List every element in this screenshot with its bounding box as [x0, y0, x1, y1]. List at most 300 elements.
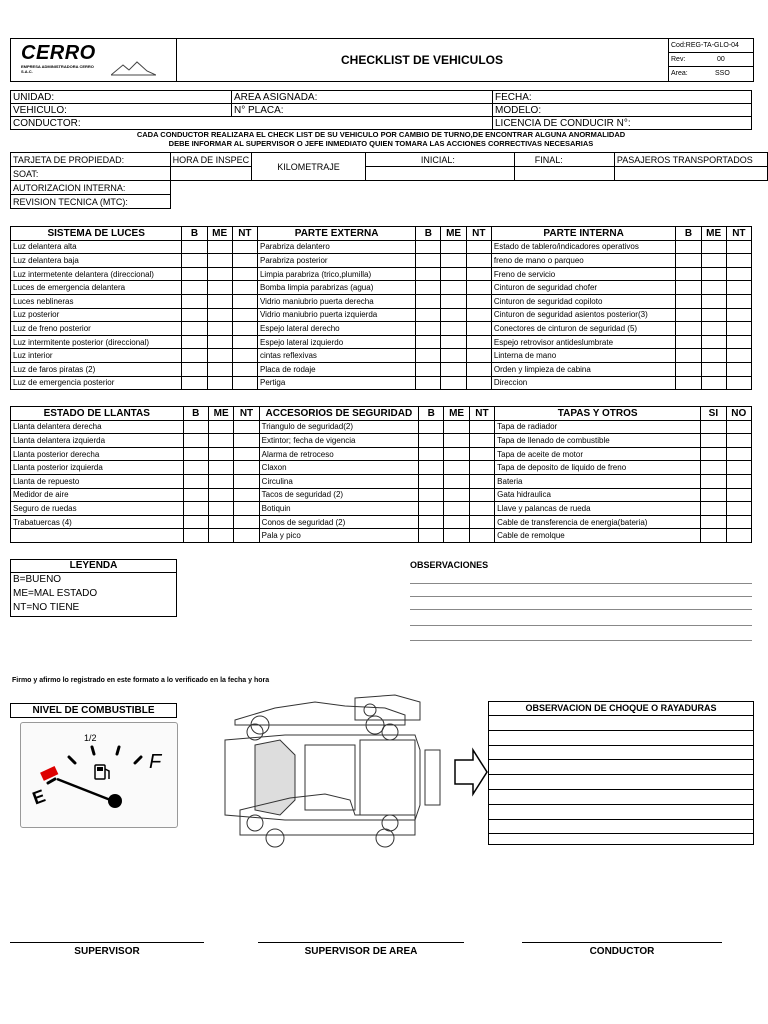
table-row — [11, 267, 752, 281]
doc-meta — [668, 39, 754, 81]
check-cell-si[interactable] — [701, 461, 726, 475]
check-cell-nt[interactable] — [232, 254, 257, 268]
check-cell-b[interactable] — [182, 267, 207, 281]
damage-title: OBSERVACION DE CHOQUE O RAYADURAS — [489, 702, 753, 716]
check-cell-no[interactable] — [726, 461, 751, 475]
item-label: Conectores de cinturon de seguridad (5) — [491, 322, 675, 336]
check-cell-me[interactable] — [441, 240, 466, 254]
check-cell-nt[interactable] — [726, 294, 751, 308]
check-cell-b[interactable] — [183, 461, 208, 475]
item-label: Luz interior — [11, 349, 182, 363]
area-asignada-field[interactable]: AREA ASIGNADA: — [232, 91, 493, 104]
hora-field[interactable]: HORA DE INSPEC — [170, 153, 252, 167]
check-cell-me[interactable] — [208, 502, 233, 516]
check-cell-nt[interactable] — [232, 281, 257, 295]
check-cell-nt[interactable] — [232, 376, 257, 390]
check-cell-nt[interactable] — [466, 308, 491, 322]
check-cell-b[interactable] — [416, 349, 441, 363]
legend-b: B=BUENO — [13, 574, 62, 585]
check-cell-me[interactable] — [207, 294, 232, 308]
check-cell-nt[interactable] — [232, 322, 257, 336]
check-cell-no[interactable] — [726, 515, 751, 529]
check-cell-si[interactable] — [701, 502, 726, 516]
check-cell-nt[interactable] — [234, 488, 259, 502]
check-cell-b[interactable] — [676, 294, 701, 308]
check-cell-b[interactable] — [416, 322, 441, 336]
damage-box — [488, 701, 754, 845]
check-cell-nt[interactable] — [232, 349, 257, 363]
check-cell-me[interactable] — [701, 349, 726, 363]
item-label: Espejo lateral derecho — [257, 322, 415, 336]
check-cell-me[interactable] — [444, 488, 469, 502]
check-cell-nt[interactable] — [726, 254, 751, 268]
check-cell-me[interactable] — [701, 294, 726, 308]
inicial-field[interactable]: INICIAL: — [365, 153, 514, 167]
rev-label: Rev: — [671, 56, 686, 63]
check-cell-b[interactable] — [183, 447, 208, 461]
check-cell-me[interactable] — [441, 294, 466, 308]
fecha-field[interactable]: FECHA: — [493, 91, 752, 104]
check-cell-b[interactable] — [416, 376, 441, 390]
check-cell-b[interactable] — [183, 488, 208, 502]
check-cell-nt[interactable] — [469, 420, 494, 434]
item-label: Seguro de ruedas — [11, 502, 184, 516]
check-cell-b[interactable] — [676, 254, 701, 268]
check-cell-me[interactable] — [441, 322, 466, 336]
inicial-value[interactable] — [365, 167, 514, 181]
check-cell-me[interactable] — [207, 349, 232, 363]
obs-line-2[interactable] — [410, 596, 752, 597]
damage-line[interactable] — [489, 731, 753, 746]
check-cell-b[interactable] — [182, 335, 207, 349]
check-cell-nt[interactable] — [466, 335, 491, 349]
supervisor-area-signature-line[interactable] — [258, 942, 464, 943]
check-cell-no[interactable] — [726, 502, 751, 516]
check-cell-me[interactable] — [208, 488, 233, 502]
item-label: Luces neblineras — [11, 294, 182, 308]
check-cell-b[interactable] — [182, 254, 207, 268]
gauge-tick — [92, 747, 94, 754]
check-cell-me[interactable] — [444, 529, 469, 543]
check-cell-me[interactable] — [207, 335, 232, 349]
check-cell-b[interactable] — [182, 281, 207, 295]
check-cell-b[interactable] — [419, 515, 444, 529]
check-cell-no[interactable] — [726, 447, 751, 461]
fuel-pump-icon — [95, 765, 109, 779]
item-label: Tacos de seguridad (2) — [259, 488, 418, 502]
arrow-right-icon — [455, 750, 487, 794]
check-cell-me[interactable] — [208, 420, 233, 434]
item-label: Trabatuercas (4) — [11, 515, 184, 529]
check-cell-b[interactable] — [416, 267, 441, 281]
check-cell-b[interactable] — [182, 308, 207, 322]
check-cell-nt[interactable] — [469, 447, 494, 461]
check-cell-b[interactable] — [419, 461, 444, 475]
check-cell-b[interactable] — [416, 335, 441, 349]
check-cell-b[interactable] — [183, 515, 208, 529]
check-cell-me[interactable] — [444, 420, 469, 434]
item-label: Luz de freno posterior — [11, 322, 182, 336]
check-cell-nt[interactable] — [726, 267, 751, 281]
item-label: Parabriza posterior — [257, 254, 415, 268]
check-cell-me[interactable] — [701, 281, 726, 295]
check-cell-nt[interactable] — [232, 362, 257, 376]
pasajeros-field[interactable]: PASAJEROS TRANSPORTADOS — [614, 153, 767, 167]
check-cell-me[interactable] — [207, 322, 232, 336]
check-cell-nt[interactable] — [232, 267, 257, 281]
check-cell-nt[interactable] — [234, 515, 259, 529]
check-cell-b[interactable] — [676, 322, 701, 336]
check-cell-si[interactable] — [701, 434, 726, 448]
final-field[interactable]: FINAL: — [514, 153, 614, 167]
check-cell-b[interactable] — [676, 267, 701, 281]
check-cell-nt[interactable] — [726, 281, 751, 295]
check-cell-si[interactable] — [701, 515, 726, 529]
hora-value[interactable] — [170, 167, 252, 181]
check-cell-nt[interactable] — [726, 322, 751, 336]
check-cell-nt[interactable] — [232, 335, 257, 349]
damage-line[interactable] — [489, 775, 753, 790]
final-value[interactable] — [514, 167, 614, 181]
check-cell-b[interactable] — [419, 474, 444, 488]
check-cell-si[interactable] — [701, 529, 726, 543]
check-cell-b[interactable] — [182, 349, 207, 363]
vehiculo-field[interactable]: VEHICULO: — [11, 104, 232, 117]
check-cell-me[interactable] — [207, 267, 232, 281]
check-cell-nt[interactable] — [466, 240, 491, 254]
item-label: Luz delantera baja — [11, 254, 182, 268]
check-cell-me[interactable] — [701, 254, 726, 268]
item-label: Llanta posterior izquierda — [11, 461, 184, 475]
check-cell-si[interactable] — [701, 447, 726, 461]
check-cell-me[interactable] — [444, 515, 469, 529]
fuel-title: NIVEL DE COMBUSTIBLE — [10, 703, 177, 718]
check-cell-me[interactable] — [701, 267, 726, 281]
item-label: Triangulo de seguridad(2) — [259, 420, 418, 434]
section-title-externa: PARTE EXTERNA — [257, 227, 415, 241]
check-cell-b[interactable] — [676, 362, 701, 376]
check-cell-no[interactable] — [726, 529, 751, 543]
check-cell-nt[interactable] — [469, 502, 494, 516]
area-row — [669, 67, 754, 81]
table-row — [11, 434, 752, 448]
damage-line[interactable] — [489, 746, 753, 761]
check-cell-b[interactable] — [416, 362, 441, 376]
item-label: Parabriza delantero — [257, 240, 415, 254]
check-cell-nt[interactable] — [466, 267, 491, 281]
check-cell-no[interactable] — [726, 488, 751, 502]
table-row — [11, 362, 752, 376]
col-header-nt: NT — [726, 227, 751, 241]
check-cell-nt[interactable] — [234, 420, 259, 434]
check-cell-me[interactable] — [207, 254, 232, 268]
check-cell-b[interactable] — [183, 420, 208, 434]
check-cell-b[interactable] — [182, 294, 207, 308]
check-cell-me[interactable] — [444, 434, 469, 448]
check-cell-nt[interactable] — [466, 376, 491, 390]
check-cell-nt[interactable] — [469, 515, 494, 529]
table-row — [11, 461, 752, 475]
check-cell-me[interactable] — [701, 240, 726, 254]
check-cell-b[interactable] — [676, 240, 701, 254]
revision-field[interactable]: REVISION TECNICA (MTC): — [11, 195, 171, 209]
check-cell-me[interactable] — [441, 376, 466, 390]
check-cell-me[interactable] — [207, 240, 232, 254]
check-cell-b[interactable] — [419, 447, 444, 461]
check-cell-me[interactable] — [208, 461, 233, 475]
modelo-field[interactable]: MODELO: — [493, 104, 752, 117]
item-label: Llanta delantera izquierda — [11, 434, 184, 448]
autorizacion-field[interactable]: AUTORIZACION INTERNA: — [11, 181, 171, 195]
col-header-b: B — [676, 227, 701, 241]
check-cell-nt[interactable] — [234, 502, 259, 516]
check-cell-me[interactable] — [441, 362, 466, 376]
check-cell-nt[interactable] — [234, 529, 259, 543]
table-row — [11, 420, 752, 434]
col-header-me: ME — [701, 227, 726, 241]
check-cell-me[interactable] — [441, 335, 466, 349]
truck-rear-view-icon — [425, 750, 440, 805]
check-cell-no[interactable] — [726, 434, 751, 448]
notice-line-1: CADA CONDUCTOR REALIZARA EL CHECK LIST DE SU VEHICULO POR CAMBIO DE TURNO,DE ENCONTRAR ALGUNA ANORMALIDAD — [136, 130, 626, 139]
placa-field[interactable]: N° PLACA: — [232, 104, 493, 117]
check-cell-nt[interactable] — [726, 240, 751, 254]
item-label: Luz de emergencia posterior — [11, 376, 182, 390]
check-cell-me[interactable] — [207, 308, 232, 322]
item-label: Freno de servicio — [491, 267, 675, 281]
col-header-nt: NT — [469, 407, 494, 421]
check-cell-b[interactable] — [419, 420, 444, 434]
section-title-accesorios: ACCESORIOS DE SEGURIDAD — [259, 407, 418, 421]
item-label: Tapa de llenado de combustible — [495, 434, 701, 448]
check-cell-me[interactable] — [207, 281, 232, 295]
check-cell-me[interactable] — [207, 362, 232, 376]
check-cell-me[interactable] — [208, 474, 233, 488]
logo — [11, 39, 177, 81]
check-cell-nt[interactable] — [469, 529, 494, 543]
check-cell-nt[interactable] — [234, 447, 259, 461]
table-row — [11, 335, 752, 349]
tarjeta-field[interactable]: TARJETA DE PROPIEDAD: — [11, 153, 171, 167]
item-label: Circulina — [259, 474, 418, 488]
check-cell-b[interactable] — [676, 349, 701, 363]
damage-line[interactable] — [489, 834, 753, 848]
check-cell-me[interactable] — [444, 474, 469, 488]
supervisor-signature-line[interactable] — [10, 942, 204, 943]
check-cell-b[interactable] — [416, 254, 441, 268]
check-cell-b[interactable] — [419, 529, 444, 543]
obs-line-4[interactable] — [410, 625, 752, 626]
item-label: Pertiga — [257, 376, 415, 390]
check-cell-me[interactable] — [208, 529, 233, 543]
item-label: Cable de remolque — [495, 529, 701, 543]
check-cell-me[interactable] — [207, 376, 232, 390]
item-label: Gata hidraulica — [495, 488, 701, 502]
check-cell-nt[interactable] — [726, 362, 751, 376]
blank — [170, 195, 767, 209]
check-cell-b[interactable] — [183, 502, 208, 516]
check-cell-nt[interactable] — [234, 434, 259, 448]
check-cell-b[interactable] — [182, 362, 207, 376]
check-cell-me[interactable] — [444, 461, 469, 475]
check-cell-me[interactable] — [441, 308, 466, 322]
check-cell-me[interactable] — [441, 281, 466, 295]
item-label: Alarma de retroceso — [259, 447, 418, 461]
check-cell-nt[interactable] — [469, 488, 494, 502]
blank — [170, 181, 767, 195]
check-cell-si[interactable] — [701, 420, 726, 434]
check-cell-me[interactable] — [701, 322, 726, 336]
check-cell-b[interactable] — [416, 281, 441, 295]
legend-nt: NT=NO TIENE — [13, 602, 80, 613]
check-cell-me[interactable] — [701, 376, 726, 390]
pasajeros-value[interactable] — [614, 167, 767, 181]
truck-front-view-icon — [355, 695, 420, 720]
check-cell-me[interactable] — [444, 447, 469, 461]
check-cell-no[interactable] — [726, 474, 751, 488]
check-cell-nt[interactable] — [466, 281, 491, 295]
check-cell-b[interactable] — [676, 281, 701, 295]
item-label: Tapa de aceite de motor — [495, 447, 701, 461]
rev-row — [669, 53, 754, 67]
item-label: Limpia parabriza (trico,plumilla) — [257, 267, 415, 281]
conductor-label: CONDUCTOR — [589, 946, 655, 957]
item-label: Estado de tablero/indicadores operativos — [491, 240, 675, 254]
item-label: Bomba limpia parabrizas (agua) — [257, 281, 415, 295]
obs-line-5[interactable] — [410, 640, 752, 641]
item-label: Direccion — [491, 376, 675, 390]
item-label: Luz posterior — [11, 308, 182, 322]
check-cell-me[interactable] — [701, 308, 726, 322]
supervisor-label: SUPERVISOR — [74, 946, 140, 957]
check-cell-b[interactable] — [676, 376, 701, 390]
check-cell-me[interactable] — [441, 349, 466, 363]
item-label: Bateria — [495, 474, 701, 488]
check-cell-no[interactable] — [726, 420, 751, 434]
check-cell-nt[interactable] — [469, 461, 494, 475]
check-cell-me[interactable] — [208, 434, 233, 448]
check-cell-b[interactable] — [183, 434, 208, 448]
check-cell-b[interactable] — [676, 308, 701, 322]
obs-line-3[interactable] — [410, 609, 752, 610]
item-label: Llave y palancas de rueda — [495, 502, 701, 516]
check-cell-me[interactable] — [208, 447, 233, 461]
check-cell-me[interactable] — [441, 254, 466, 268]
check-cell-nt[interactable] — [726, 349, 751, 363]
check-cell-b[interactable] — [416, 240, 441, 254]
check-cell-me[interactable] — [441, 267, 466, 281]
table-row — [11, 488, 752, 502]
check-cell-me[interactable] — [444, 502, 469, 516]
col-header-me: ME — [208, 407, 233, 421]
check-cell-b[interactable] — [182, 240, 207, 254]
table-row — [11, 349, 752, 363]
check-cell-nt[interactable] — [232, 308, 257, 322]
kilometraje-label: KILOMETRAJE — [252, 153, 366, 181]
col-header-no: NO — [726, 407, 751, 421]
col-header-me: ME — [444, 407, 469, 421]
notice-line-2: DEBE INFORMAR AL SUPERVISOR O JEFE INMEDIATO QUIEN TOMARA LAS ACCIONES CORRECTIVAS NECESARIAS — [168, 139, 594, 148]
table-row — [11, 502, 752, 516]
check-cell-b[interactable] — [419, 434, 444, 448]
damage-line[interactable] — [489, 760, 753, 775]
check-cell-b[interactable] — [416, 294, 441, 308]
item-label: Conos de seguridad (2) — [259, 515, 418, 529]
col-header-me: ME — [441, 227, 466, 241]
item-label: Cable de transferencia de energia(bateria) — [495, 515, 701, 529]
area-label: Area: — [671, 70, 688, 77]
check-cell-nt[interactable] — [726, 308, 751, 322]
col-header-b: B — [416, 227, 441, 241]
col-header-nt: NT — [232, 227, 257, 241]
check-cell-nt[interactable] — [466, 254, 491, 268]
gauge-tick — [48, 779, 55, 783]
item-label: Cinturon de seguridad asientos posterior(3) — [491, 308, 675, 322]
check-cell-nt[interactable] — [234, 474, 259, 488]
check-cell-b[interactable] — [182, 376, 207, 390]
damage-line[interactable] — [489, 805, 753, 820]
item-label: Medidor de aire — [11, 488, 184, 502]
check-cell-me[interactable] — [208, 515, 233, 529]
check-cell-nt[interactable] — [466, 294, 491, 308]
check-cell-nt[interactable] — [234, 461, 259, 475]
check-cell-b[interactable] — [182, 322, 207, 336]
item-label: Luz intermetente delantera (direccional) — [11, 267, 182, 281]
unidad-field[interactable]: UNIDAD: — [11, 91, 232, 104]
damage-line[interactable] — [489, 820, 753, 835]
obs-line-1[interactable] — [410, 583, 752, 584]
conductor-signature-line[interactable] — [522, 942, 722, 943]
vehicle-diagram — [215, 690, 490, 850]
licencia-field[interactable]: LICENCIA DE CONDUCIR N°: — [493, 117, 752, 130]
damage-lines — [489, 716, 753, 848]
check-cell-si[interactable] — [701, 488, 726, 502]
check-cell-b[interactable] — [183, 529, 208, 543]
check-cell-nt[interactable] — [469, 474, 494, 488]
soat-field[interactable]: SOAT: — [11, 167, 171, 181]
check-cell-b[interactable] — [419, 502, 444, 516]
check-cell-nt[interactable] — [726, 335, 751, 349]
check-cell-me[interactable] — [701, 335, 726, 349]
item-label: Tapa de deposito de liquido de freno — [495, 461, 701, 475]
check-cell-b[interactable] — [183, 474, 208, 488]
item-label: Luz de faros piratas (2) — [11, 362, 182, 376]
table-row — [11, 474, 752, 488]
check-cell-nt[interactable] — [726, 376, 751, 390]
check-cell-me[interactable] — [701, 362, 726, 376]
check-cell-nt[interactable] — [466, 362, 491, 376]
damage-line[interactable] — [489, 716, 753, 731]
check-cell-nt[interactable] — [232, 240, 257, 254]
legend-box — [10, 559, 177, 617]
check-cell-nt[interactable] — [466, 322, 491, 336]
check-cell-b[interactable] — [676, 335, 701, 349]
check-cell-nt[interactable] — [466, 349, 491, 363]
check-cell-si[interactable] — [701, 474, 726, 488]
table-row — [11, 294, 752, 308]
check-cell-b[interactable] — [416, 308, 441, 322]
check-cell-nt[interactable] — [232, 294, 257, 308]
table-row — [11, 308, 752, 322]
check-cell-b[interactable] — [419, 488, 444, 502]
truck-side-view-icon — [235, 702, 405, 734]
legend-me: ME=MAL ESTADO — [13, 588, 98, 599]
check-cell-nt[interactable] — [469, 434, 494, 448]
item-label: Tapa de radiador — [495, 420, 701, 434]
table-row — [11, 376, 752, 390]
conductor-field[interactable]: CONDUCTOR: — [11, 117, 493, 130]
damage-line[interactable] — [489, 790, 753, 805]
